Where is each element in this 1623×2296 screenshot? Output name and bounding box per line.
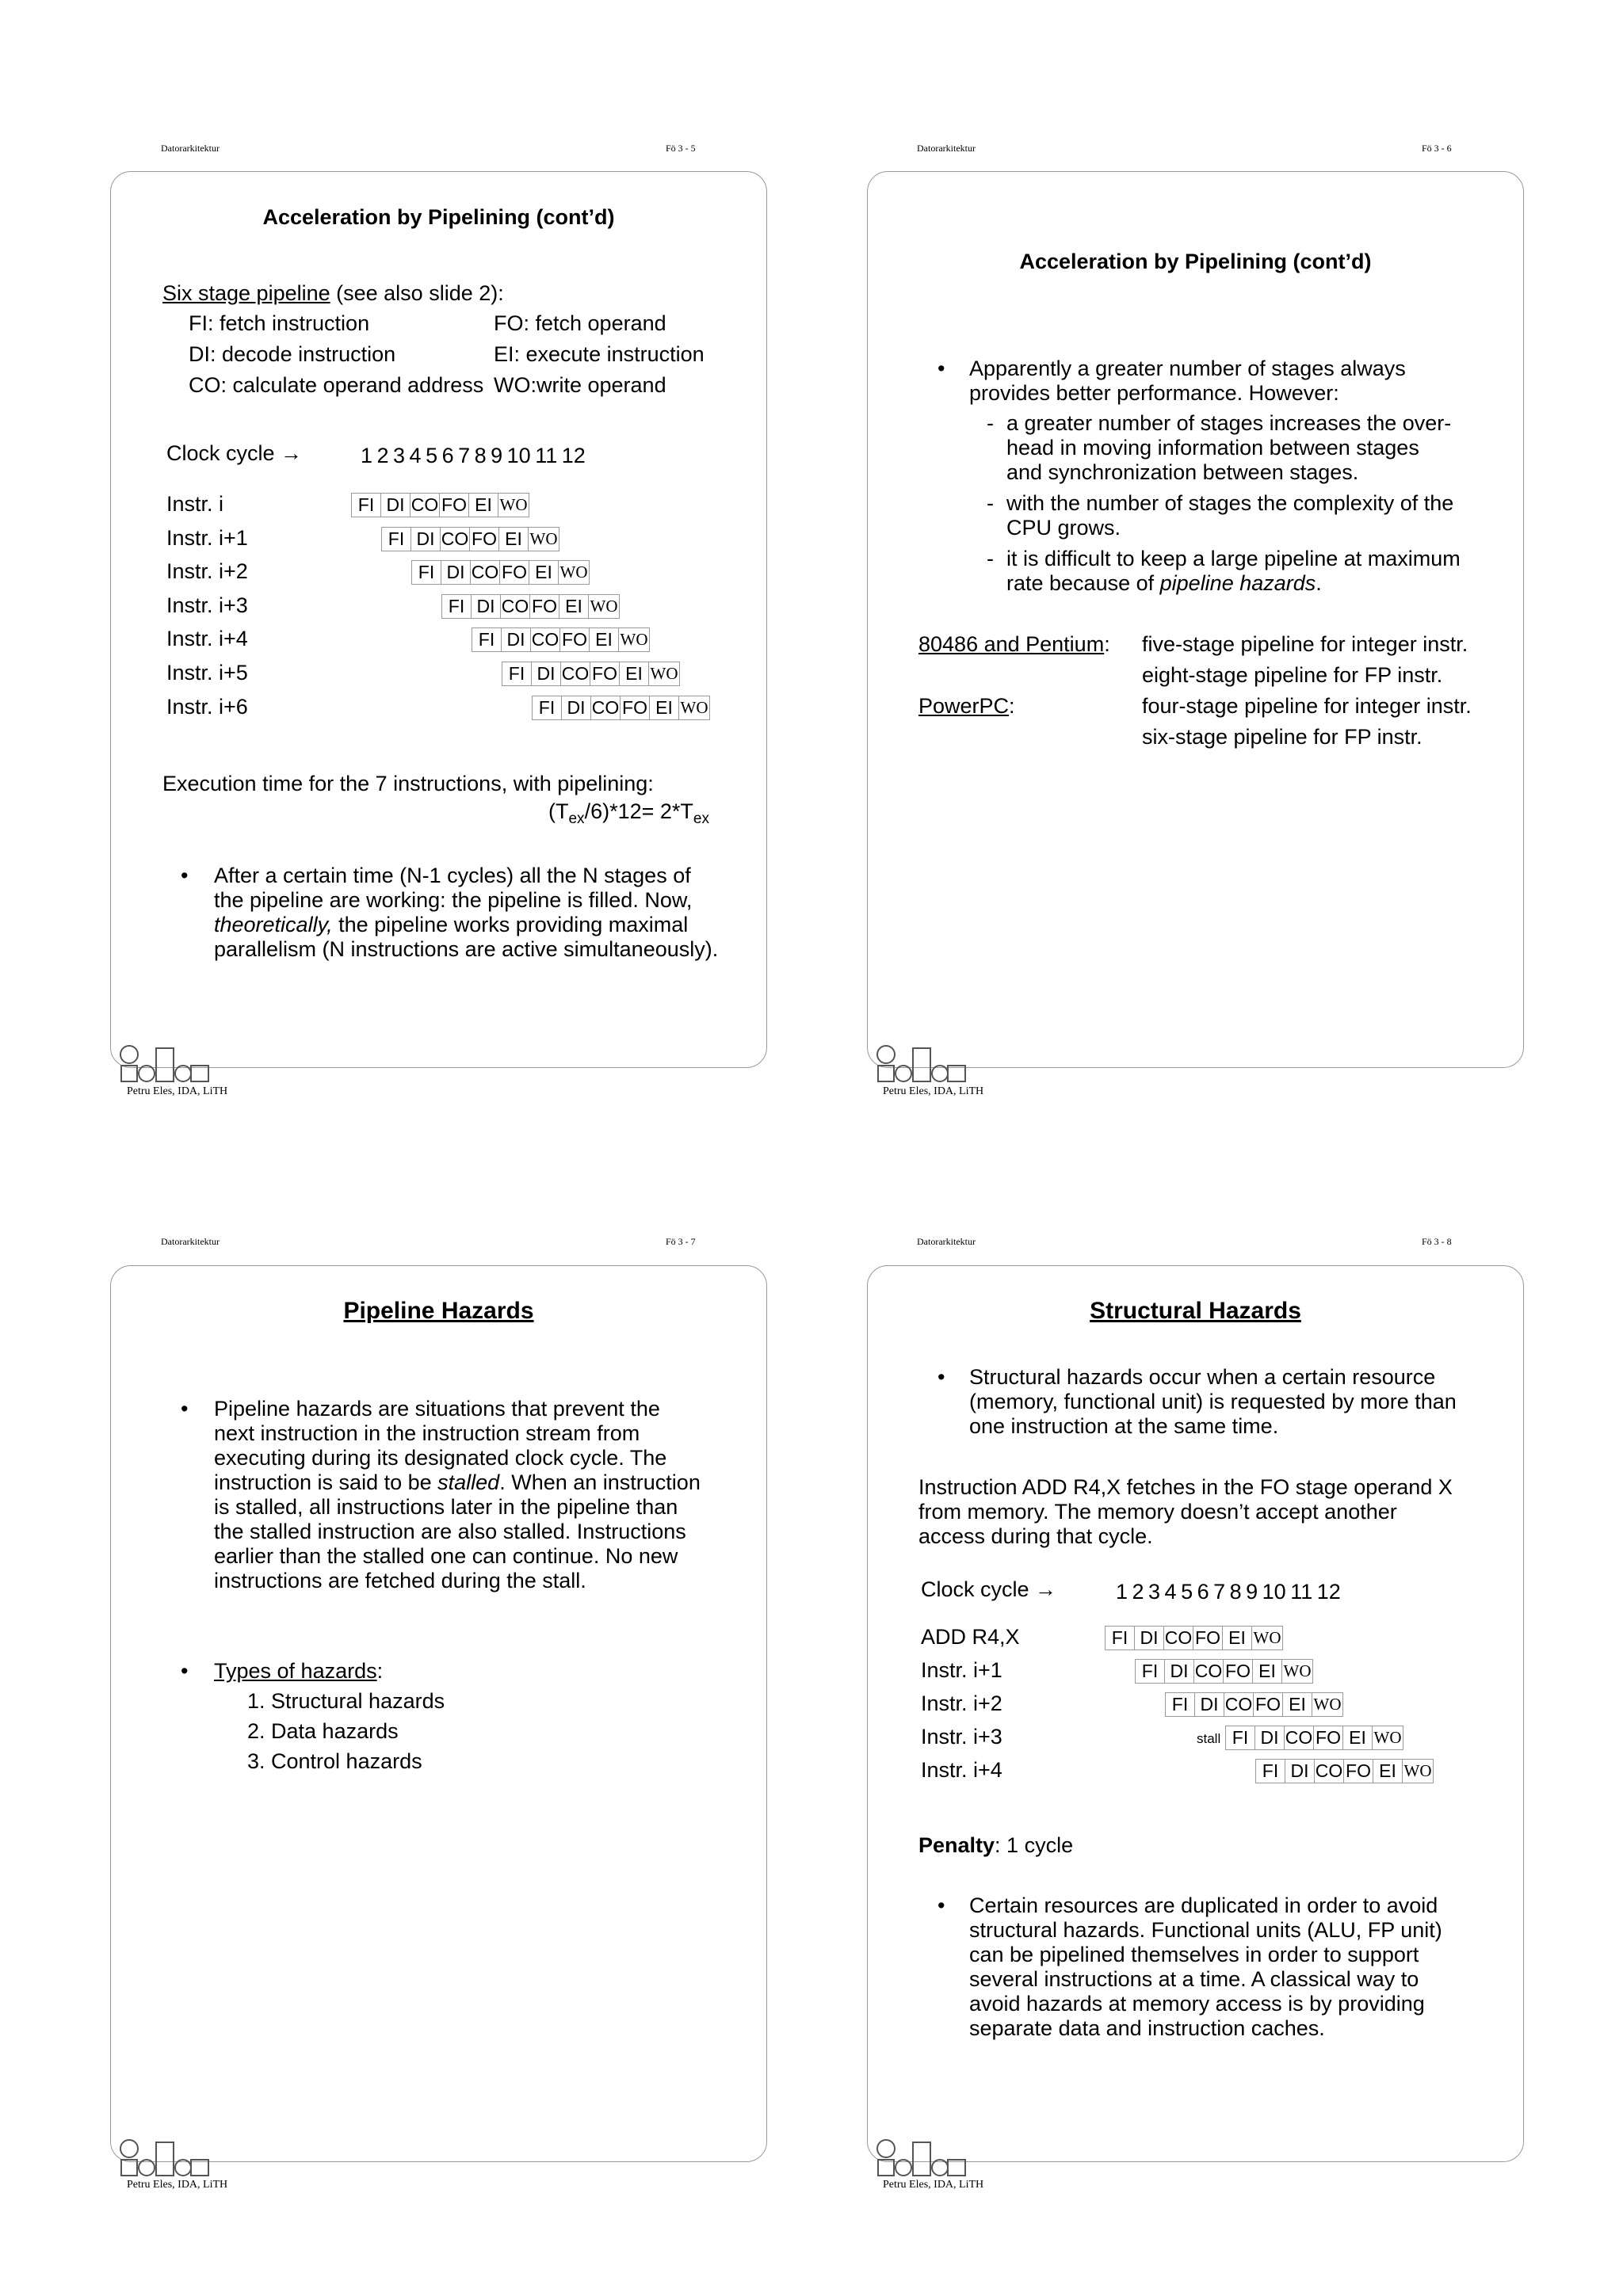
- colon: :: [1009, 694, 1015, 718]
- colon: :: [1104, 632, 1110, 656]
- stage-cell-di: DI: [411, 527, 441, 551]
- instruction-label: Instr. i+3: [921, 1725, 1002, 1749]
- bullet-text: parallelism (N instructions are active simultaneously).: [214, 937, 719, 961]
- stage-cell-fi: FI: [411, 560, 441, 585]
- bullet: •: [938, 1894, 945, 1917]
- processor-name: [918, 694, 1015, 719]
- clock-cycle-label: Clock cycle →: [166, 441, 303, 465]
- bullet-text: separate data and instruction caches.: [969, 2016, 1325, 2040]
- processor-detail: eight-stage pipeline for FP instr.: [1142, 663, 1443, 687]
- stage-cell-co: CO: [440, 527, 470, 551]
- stage-cell-wo: WO: [648, 662, 680, 686]
- clock-cycle-label: Clock cycle →: [921, 1577, 1057, 1601]
- bullet: •: [181, 864, 189, 887]
- processor-underlined: PowerPC: [918, 694, 1010, 718]
- formula-part: /6)*12= 2*T: [584, 799, 693, 823]
- stage-def: EI: execute instruction: [494, 342, 705, 366]
- stage-cell-wo: WO: [1402, 1759, 1434, 1783]
- bullet-text: [214, 1659, 383, 1684]
- bullet-text: executing during its designated clock cycle. The: [214, 1446, 667, 1470]
- stage-def: CO: calculate operand address: [189, 373, 484, 397]
- italic-text: pipeline hazards: [1159, 571, 1316, 595]
- stage-cell-fi: FI: [532, 696, 562, 720]
- instruction-label: Instr. i+2: [921, 1691, 1002, 1715]
- dash-text: it is difficult to keep a large pipeline at maximum: [1006, 547, 1461, 570]
- stage-cell-wo: WO: [618, 627, 650, 652]
- paragraph-text: access during that cycle.: [918, 1524, 1153, 1548]
- stage-cell-co: CO: [470, 560, 500, 585]
- stage-cell-di: DI: [561, 696, 591, 720]
- instruction-label: Instr. i+4: [921, 1758, 1002, 1782]
- dash: -: [987, 491, 994, 515]
- processor-detail: six-stage pipeline for FP instr.: [1142, 725, 1423, 749]
- stage-cell-fo: FO: [469, 527, 499, 551]
- slide-title: Pipeline Hazards: [343, 1298, 534, 1324]
- stage-cell-co: CO: [560, 662, 590, 686]
- dash: -: [987, 547, 994, 570]
- paragraph-text: Instruction ADD R4,X fetches in the FO stage operand X: [918, 1475, 1453, 1499]
- stage-cell-fi: FI: [1105, 1626, 1135, 1650]
- bullet: •: [938, 357, 945, 380]
- underlined-text: Types of hazards: [214, 1659, 377, 1683]
- dash-text-part: rate because of: [1006, 571, 1160, 595]
- stage-def: DI: decode instruction: [189, 342, 396, 366]
- slide-title: Acceleration by Pipelining (cont’d): [262, 205, 615, 229]
- stage-cell-di: DI: [380, 493, 411, 517]
- stage-cell-co: CO: [1314, 1759, 1344, 1783]
- stage-cell-fo: FO: [439, 493, 469, 517]
- page-header-left: Datorarkitektur: [161, 1236, 220, 1247]
- page-header-left: Datorarkitektur: [917, 143, 976, 154]
- slide-title: Acceleration by Pipelining (cont’d): [1019, 250, 1372, 273]
- stage-cell-fo: FO: [499, 560, 529, 585]
- bullet-text: After a certain time (N-1 cycles) all the N stages of: [214, 864, 691, 887]
- stage-cell-fi: FI: [441, 594, 472, 619]
- paragraph-text: from memory. The memory doesn’t accept another: [918, 1500, 1397, 1524]
- hazard-type: 3. Control hazards: [247, 1749, 422, 1773]
- instruction-label: Instr. i: [166, 492, 224, 516]
- italic-text: theoretically,: [214, 913, 333, 936]
- slide-7: [110, 1265, 767, 2162]
- intro-rest: (see also slide 2):: [330, 281, 504, 305]
- stage-cell-fo: FO: [620, 696, 650, 720]
- stage-cell-ei: EI: [649, 696, 679, 720]
- dash-text: and synchronization between stages.: [1006, 460, 1359, 484]
- bullet-text: avoid hazards at memory access is by providing: [969, 1992, 1425, 2016]
- bullet-text: the stalled instruction are also stalled. Instructions: [214, 1520, 686, 1543]
- dash-text: head in moving information between stages: [1006, 436, 1419, 460]
- bullet-text: earlier than the stalled one can continue. No new: [214, 1544, 678, 1568]
- bullet-text: [214, 1470, 701, 1495]
- stage-cell-di: DI: [1285, 1759, 1315, 1783]
- stall-label: stall: [1197, 1731, 1221, 1746]
- bullet-text: can be pipelined themselves in order to support: [969, 1943, 1419, 1966]
- stage-cell-fi: FI: [351, 493, 381, 517]
- stage-cell-wo: WO: [1312, 1692, 1343, 1717]
- stage-cell-fo: FO: [1193, 1626, 1223, 1650]
- stage-cell-co: CO: [1224, 1692, 1254, 1717]
- processor-name: [918, 632, 1110, 657]
- university-logo-icon: [872, 1043, 967, 1083]
- slide-8: [867, 1265, 1524, 2162]
- processor-underlined: 80486 and Pentium: [918, 632, 1105, 656]
- formula-subscript: ex: [568, 810, 585, 827]
- bullet-text: several instructions at a time. A classical way to: [969, 1967, 1419, 1991]
- formula-subscript: ex: [693, 810, 709, 827]
- stage-cell-co: CO: [590, 696, 621, 720]
- stage-cell-di: DI: [1164, 1659, 1194, 1684]
- stage-cell-fo: FO: [1313, 1726, 1343, 1750]
- stage-cell-fo: FO: [590, 662, 620, 686]
- stage-cell-ei: EI: [1373, 1759, 1403, 1783]
- bullet-text: the pipeline are working: the pipeline is filled. Now,: [214, 888, 693, 912]
- italic-text: stalled: [437, 1470, 500, 1494]
- stage-cell-ei: EI: [1222, 1626, 1252, 1650]
- stage-cell-fo: FO: [529, 594, 559, 619]
- instruction-label: Instr. i+4: [166, 627, 248, 651]
- execution-time-formula: [548, 799, 709, 831]
- bullet-text: provides better performance. However:: [969, 381, 1339, 405]
- stage-cell-wo: WO: [588, 594, 620, 619]
- stage-def: FO: fetch operand: [494, 311, 666, 335]
- stage-cell-ei: EI: [468, 493, 498, 517]
- bullet-text: structural hazards. Functional units (ALU, FP unit): [969, 1918, 1442, 1942]
- instruction-label: ADD R4,X: [921, 1625, 1020, 1649]
- dash-text-part: .: [1316, 571, 1322, 595]
- bullet-text: Pipeline hazards are situations that prevent the: [214, 1397, 660, 1421]
- stage-cell-fi: FI: [1225, 1726, 1255, 1750]
- stage-cell-di: DI: [1194, 1692, 1224, 1717]
- stage-cell-di: DI: [471, 594, 501, 619]
- stage-cell-wo: WO: [678, 696, 710, 720]
- page-number: Fö 3 - 8: [1422, 1236, 1452, 1247]
- stage-cell-fo: FO: [1253, 1692, 1283, 1717]
- stage-cell-di: DI: [501, 627, 531, 652]
- dash-text: [1006, 571, 1322, 596]
- clock-cycle-numbers: 1 2 3 4 5 6 7 8 9 10 11 12: [1116, 1580, 1341, 1604]
- stage-cell-ei: EI: [589, 627, 619, 652]
- stage-cell-wo: WO: [1281, 1659, 1313, 1684]
- penalty-label: Penalty: [918, 1833, 995, 1857]
- stage-cell-co: CO: [530, 627, 560, 652]
- stage-cell-fo: FO: [1223, 1659, 1253, 1684]
- stage-cell-ei: EI: [1252, 1659, 1282, 1684]
- stage-cell-di: DI: [531, 662, 561, 686]
- bullet-text: Apparently a greater number of stages always: [969, 357, 1406, 380]
- stage-cell-fi: FI: [1165, 1692, 1195, 1717]
- formula-part: (T: [548, 799, 569, 823]
- processor-detail: four-stage pipeline for integer instr.: [1142, 694, 1472, 718]
- processor-detail: five-stage pipeline for integer instr.: [1142, 632, 1468, 656]
- penalty-text: [918, 1833, 1073, 1858]
- hazard-type: 1. Structural hazards: [247, 1689, 445, 1713]
- bullet: •: [938, 1365, 945, 1389]
- slide-title: Structural Hazards: [1090, 1298, 1301, 1324]
- page-footer: Petru Eles, IDA, LiTH: [127, 1085, 228, 1097]
- stage-cell-co: CO: [500, 594, 530, 619]
- instruction-label: Instr. i+1: [166, 525, 248, 550]
- stage-cell-di: DI: [441, 560, 471, 585]
- stage-cell-fi: FI: [472, 627, 502, 652]
- university-logo-icon: [115, 1043, 210, 1083]
- bullet: •: [181, 1659, 189, 1683]
- instruction-label: Instr. i+2: [166, 559, 248, 584]
- stage-cell-wo: WO: [498, 493, 529, 517]
- bullet: •: [181, 1397, 189, 1421]
- bullet-text: next instruction in the instruction stream from: [214, 1421, 640, 1445]
- instruction-label: Instr. i+1: [921, 1658, 1002, 1682]
- clock-cycle-numbers: 1 2 3 4 5 6 7 8 9 10 11 12: [361, 444, 586, 467]
- stage-cell-wo: WO: [528, 527, 559, 551]
- slide-6: [867, 171, 1524, 1068]
- stage-cell-wo: WO: [558, 560, 590, 585]
- stage-cell-fi: FI: [502, 662, 532, 686]
- bullet-text-rest: the pipeline works providing maximal: [332, 913, 689, 936]
- instruction-label: Instr. i+5: [166, 661, 248, 685]
- execution-time-text: Execution time for the 7 instructions, with pipelining:: [162, 772, 654, 795]
- stage-cell-fi: FI: [1255, 1759, 1285, 1783]
- page-number: Fö 3 - 7: [666, 1236, 696, 1247]
- stage-cell-ei: EI: [559, 594, 589, 619]
- bullet-text: is stalled, all instructions later in the pipeline than: [214, 1495, 678, 1519]
- stage-cell-fi: FI: [381, 527, 411, 551]
- stage-cell-di: DI: [1134, 1626, 1164, 1650]
- bullet-text: Certain resources are duplicated in order to avoid: [969, 1894, 1438, 1917]
- stage-cell-di: DI: [1254, 1726, 1285, 1750]
- university-logo-icon: [115, 2138, 210, 2177]
- page-footer: Petru Eles, IDA, LiTH: [127, 2179, 228, 2191]
- penalty-value: : 1 cycle: [995, 1833, 1074, 1857]
- stage-cell-ei: EI: [498, 527, 529, 551]
- stage-cell-fi: FI: [1135, 1659, 1165, 1684]
- page-footer: Petru Eles, IDA, LiTH: [883, 2179, 984, 2191]
- bullet-text: Structural hazards occur when a certain resource: [969, 1365, 1436, 1389]
- page-header-left: Datorarkitektur: [917, 1236, 976, 1247]
- stage-def: FI: fetch instruction: [189, 311, 370, 335]
- stage-cell-ei: EI: [529, 560, 559, 585]
- bullet-text: [214, 913, 688, 937]
- intro-underlined: Six stage pipeline: [162, 281, 330, 305]
- stage-def: WO:write operand: [494, 373, 666, 397]
- stage-cell-fo: FO: [559, 627, 590, 652]
- bullet-text-part: instruction is said to be: [214, 1470, 438, 1494]
- bullet-text-part: . When an instruction: [499, 1470, 701, 1494]
- bullet-text: instructions are fetched during the stall.: [214, 1569, 586, 1592]
- dash-text: a greater number of stages increases the over-: [1006, 411, 1452, 435]
- bullet-text: (memory, functional unit) is requested by more than: [969, 1390, 1457, 1413]
- stage-cell-co: CO: [1284, 1726, 1314, 1750]
- page-header-left: Datorarkitektur: [161, 143, 220, 154]
- stage-cell-co: CO: [410, 493, 440, 517]
- stage-cell-ei: EI: [619, 662, 649, 686]
- stage-cell-wo: WO: [1372, 1726, 1403, 1750]
- stage-cell-ei: EI: [1282, 1692, 1312, 1717]
- stage-cell-fo: FO: [1343, 1759, 1373, 1783]
- stage-cell-co: CO: [1163, 1626, 1193, 1650]
- stage-cell-co: CO: [1193, 1659, 1224, 1684]
- page-footer: Petru Eles, IDA, LiTH: [883, 1085, 984, 1097]
- page-number: Fö 3 - 5: [666, 143, 696, 154]
- hazard-type: 2. Data hazards: [247, 1719, 399, 1743]
- dash-text: CPU grows.: [1006, 516, 1121, 540]
- stage-cell-wo: WO: [1251, 1626, 1283, 1650]
- colon: :: [376, 1659, 384, 1683]
- bullet-text: one instruction at the same time.: [969, 1414, 1279, 1438]
- dash-text: with the number of stages the complexity of the: [1006, 491, 1454, 515]
- pipeline-intro: [162, 281, 504, 306]
- instruction-label: Instr. i+6: [166, 694, 248, 719]
- slide-5: [110, 171, 767, 1068]
- dash: -: [987, 411, 994, 435]
- university-logo-icon: [872, 2138, 967, 2177]
- stage-cell-ei: EI: [1342, 1726, 1373, 1750]
- page-number: Fö 3 - 6: [1422, 143, 1452, 154]
- instruction-label: Instr. i+3: [166, 593, 248, 617]
